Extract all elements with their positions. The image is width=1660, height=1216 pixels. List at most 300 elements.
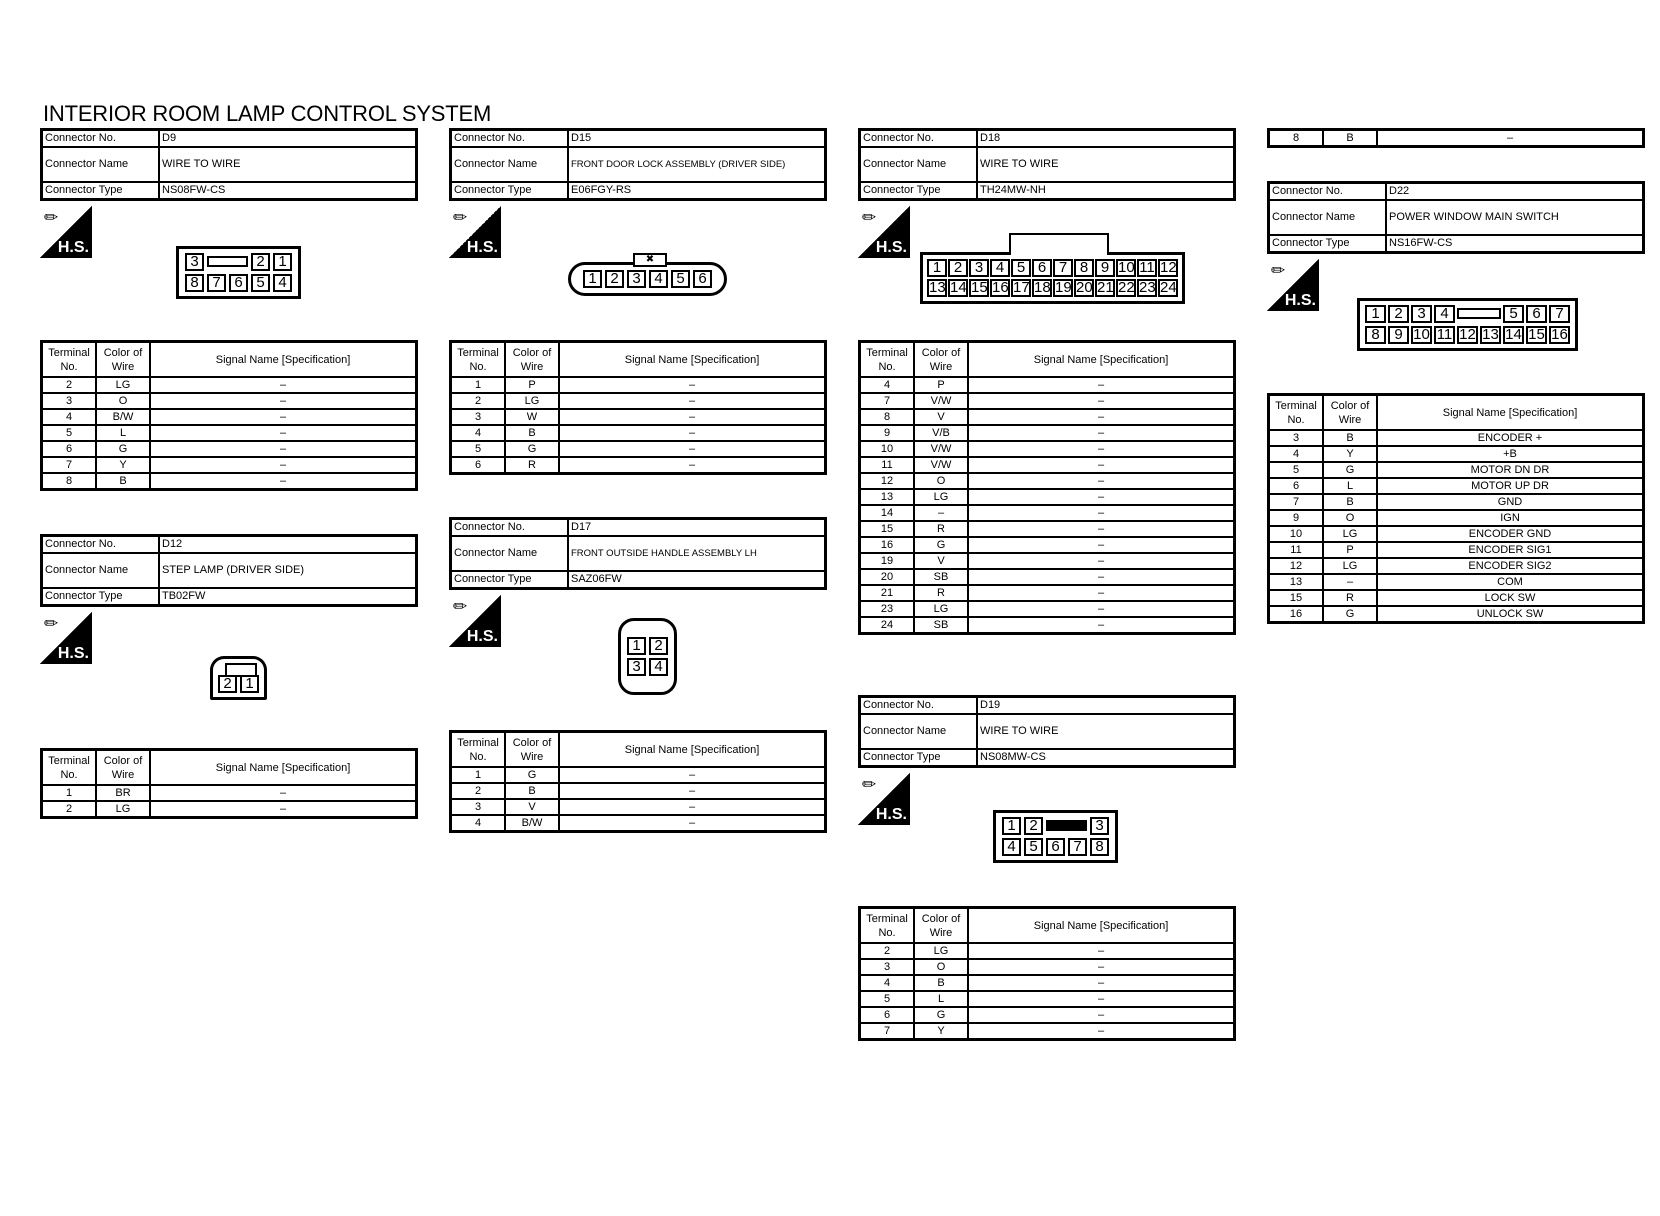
terminal-row [860,409,1235,425]
terminal-row [451,799,826,815]
terminal-no: 12 [1269,558,1324,574]
pin: 21 [1097,279,1114,296]
color-header: Color of Wire [96,750,150,786]
pin: 8 [1074,259,1094,277]
terminal-no-header: Terminal No. [1269,395,1324,431]
pin: 8 [185,274,204,292]
connector-no-label: Connector No. [451,519,569,537]
terminal-no: 13 [1269,574,1324,590]
connector-type-value: SAZ06FW [568,571,826,589]
signal-name: MOTOR DN DR [1377,462,1644,478]
pin: 1 [1365,305,1386,323]
pin: 14 [1503,326,1524,344]
signal-header: Signal Name [Specification] [968,342,1235,378]
connector-name-value: WIRE TO WIRE [159,147,417,182]
signal-name: ENCODER + [1377,430,1644,446]
terminal-no: 5 [860,991,915,1007]
connector-name-value: STEP LAMP (DRIVER SIDE) [159,553,417,588]
connector-name-value: FRONT OUTSIDE HANDLE ASSEMBLY LH [568,536,826,571]
terminal-no: 2 [860,943,915,959]
hs-badge-icon: ✏ H.S. [858,206,910,258]
signal-name: UNLOCK SW [1377,606,1644,623]
terminal-row [1269,510,1644,526]
terminal-no: 3 [451,409,506,425]
pin: 6 [693,270,712,288]
signal-name: – [968,441,1235,457]
wire-color: B [505,425,559,441]
pin: 5 [1011,259,1031,277]
terminal-no: 4 [1269,446,1324,462]
color-header: Color of Wire [914,342,968,378]
terminal-row [860,975,1235,991]
signal-name: – [559,799,826,815]
terminal-row [1269,462,1644,478]
terminal-no: 2 [451,393,506,409]
wire-color: P [505,377,559,393]
connector-name-label: Connector Name [860,714,978,749]
terminal-row [42,409,417,425]
pin: 7 [1053,259,1073,277]
pin: 7 [207,274,226,292]
wire-color: G [1323,606,1377,623]
signal-name: – [559,767,826,783]
wire-color: BR [96,785,150,801]
wire-color: LG [1323,558,1377,574]
wire-color: L [914,991,968,1007]
wire-color: V [505,799,559,815]
terminal-no: 24 [860,617,915,634]
terminal-row [860,617,1235,634]
pin: 5 [1024,838,1043,856]
terminal-row [451,377,826,393]
wire-color: O [914,473,968,489]
signal-name: – [1377,130,1644,147]
pin: 10 [1118,259,1135,276]
wire-color: G [505,767,559,783]
signal-name: – [968,489,1235,505]
pin: 1 [1002,817,1021,835]
terminal-row [860,425,1235,441]
wire-color: B [96,473,150,490]
terminal-no-header: Terminal No. [42,342,97,378]
signal-name: – [150,457,417,473]
terminal-row [451,815,826,832]
connector-name-label: Connector Name [451,147,569,182]
pin: 3 [1411,305,1432,323]
page-title: INTERIOR ROOM LAMP CONTROL SYSTEM [43,101,492,126]
terminal-row [1269,446,1644,462]
color-header: Color of Wire [505,732,559,768]
terminal-no: 9 [860,425,915,441]
terminal-row [1269,574,1644,590]
hs-badge-icon: ✏ H.S. [858,773,910,825]
pin: 4 [1434,305,1455,323]
terminal-no: 6 [860,1007,915,1023]
wire-color: G [96,441,150,457]
terminal-row [860,1007,1235,1023]
latch-icon [1457,308,1501,319]
pin: 2 [649,637,668,655]
signal-name: – [150,425,417,441]
pin: 3 [969,259,989,277]
pin: 8 [1365,326,1386,344]
wire-color: R [1323,590,1377,606]
terminal-no: 3 [1269,430,1324,446]
pin: 12 [1457,326,1478,344]
connector-no-value: D9 [159,130,417,148]
pin: 2 [251,253,270,271]
signal-name: – [968,617,1235,634]
terminal-no: 7 [860,393,915,409]
terminal-no: 11 [1269,542,1324,558]
pin: 1 [627,637,646,655]
terminal-row [1269,494,1644,510]
terminal-no: 5 [1269,462,1324,478]
terminal-no: 23 [860,601,915,617]
pin: 3 [627,658,646,676]
wire-color: G [505,441,559,457]
connector-d19-face [993,810,1118,863]
pin: 5 [671,270,690,288]
terminal-no-header: Terminal No. [860,908,915,944]
terminal-no: 5 [451,441,506,457]
pin: 3 [185,253,204,271]
pin: 6 [229,274,248,292]
connector-no-label: Connector No. [860,130,978,148]
connector-type-label: Connector Type [860,182,978,200]
signal-name: COM [1377,574,1644,590]
connector-d22-terminals [1267,393,1645,624]
connector-no-label: Connector No. [42,536,160,554]
terminal-row [451,767,826,783]
terminal-row [42,393,417,409]
terminal-no-header: Terminal No. [42,750,97,786]
terminal-no: 2 [42,377,97,393]
pin: 13 [1480,326,1501,344]
terminal-no-header: Terminal No. [451,732,506,768]
wire-color: L [96,425,150,441]
wire-color: G [914,537,968,553]
terminal-no: 8 [1269,130,1324,147]
terminal-row [860,601,1235,617]
connector-d12-face [210,656,267,700]
connector-d19-terminals [858,906,1236,1041]
connector-d22-info [1267,181,1645,254]
terminal-no: 20 [860,569,915,585]
wire-color: LG [96,801,150,818]
pin: 5 [1503,305,1524,323]
connector-no-value: D18 [977,130,1235,148]
wire-color: G [1323,462,1377,478]
signal-name: – [968,959,1235,975]
wire-color: O [1323,510,1377,526]
latch-icon [225,663,257,677]
wire-color: B [914,975,968,991]
connector-d17-face [618,618,677,695]
terminal-row [860,521,1235,537]
signal-name: – [559,393,826,409]
terminal-row [860,505,1235,521]
terminal-no: 10 [1269,526,1324,542]
latch-icon [1009,233,1109,255]
terminal-no: 12 [860,473,915,489]
connector-d17-info [449,517,827,590]
connector-name-value: POWER WINDOW MAIN SWITCH [1386,200,1644,235]
pin: 11 [1434,326,1455,344]
wire-color: V [914,553,968,569]
color-header: Color of Wire [96,342,150,378]
pin: 16 [1549,326,1570,344]
terminal-row [1269,558,1644,574]
pin: 4 [990,259,1010,277]
terminal-row [1269,542,1644,558]
signal-header: Signal Name [Specification] [1377,395,1644,431]
connector-name-value: FRONT DOOR LOCK ASSEMBLY (DRIVER SIDE) [568,147,826,182]
terminal-row [860,1023,1235,1040]
signal-name: – [559,783,826,799]
wire-color: V/W [914,393,968,409]
connector-no-label: Connector No. [860,697,978,715]
pin: 10 [1411,326,1432,344]
signal-name: – [559,409,826,425]
signal-name: – [559,425,826,441]
pin: 18 [1034,279,1051,296]
terminal-no: 3 [451,799,506,815]
terminal-no: 7 [42,457,97,473]
signal-name: – [968,943,1235,959]
pin: 4 [1002,838,1021,856]
terminal-row [42,473,417,490]
pin: 2 [948,259,968,277]
signal-name: – [968,425,1235,441]
signal-header: Signal Name [Specification] [968,908,1235,944]
terminal-no: 7 [860,1023,915,1040]
pin: 14 [950,279,967,296]
hs-badge-icon: ✏ H.S. [40,206,92,258]
connector-type-value: TH24MW-NH [977,182,1235,200]
connector-d19-info [858,695,1236,768]
connector-d12-info [40,534,418,607]
hs-badge-icon: ✏ H.S. [1267,259,1319,311]
signal-header: Signal Name [Specification] [559,732,826,768]
connector-name-label: Connector Name [451,536,569,571]
pin: 16 [992,279,1009,296]
connector-no-value: D15 [568,130,826,148]
pin: 23 [1139,279,1156,296]
terminal-no: 7 [1269,494,1324,510]
signal-name: – [968,521,1235,537]
pin: 22 [1118,279,1135,296]
connector-d15-info [449,128,827,201]
connector-no-label: Connector No. [42,130,160,148]
terminal-row [42,441,417,457]
terminal-no-header: Terminal No. [860,342,915,378]
terminal-row [860,943,1235,959]
wire-color: O [96,393,150,409]
wire-color: R [914,521,968,537]
terminal-no: 6 [42,441,97,457]
wire-color: L [1323,478,1377,494]
signal-name: – [559,457,826,474]
connector-name-label: Connector Name [42,553,160,588]
wire-color: LG [96,377,150,393]
signal-header: Signal Name [Specification] [150,750,417,786]
terminal-row [1269,590,1644,606]
pin: 15 [971,279,988,296]
terminal-no: 6 [1269,478,1324,494]
terminal-row [1269,526,1644,542]
terminal-row [451,441,826,457]
pin: 1 [927,259,947,277]
wire-color: O [914,959,968,975]
connector-type-label: Connector Type [1269,235,1387,253]
terminal-no: 4 [42,409,97,425]
connector-type-value: NS08MW-CS [977,749,1235,767]
pin: 6 [1032,259,1052,277]
wire-color: P [1323,542,1377,558]
signal-name: – [150,393,417,409]
connector-d18-terminals [858,340,1236,635]
pin: 19 [1055,279,1072,296]
signal-header: Signal Name [Specification] [559,342,826,378]
connector-no-value: D22 [1386,183,1644,201]
connector-name-value: WIRE TO WIRE [977,714,1235,749]
terminal-no: 15 [860,521,915,537]
pin: 1 [273,253,292,271]
pin: 4 [649,270,668,288]
latch-icon [207,256,248,267]
signal-name: ENCODER GND [1377,526,1644,542]
color-header: Color of Wire [1323,395,1377,431]
terminal-row [860,489,1235,505]
terminal-no: 21 [860,585,915,601]
terminal-row [860,441,1235,457]
signal-name: – [150,785,417,801]
pin: 24 [1160,279,1177,296]
pin: 20 [1076,279,1093,296]
connector-d18-info [858,128,1236,201]
signal-name: – [968,1023,1235,1040]
terminal-row [860,959,1235,975]
terminal-no-header: Terminal No. [451,342,506,378]
terminal-row [42,785,417,801]
signal-header: Signal Name [Specification] [150,342,417,378]
wire-color: V/W [914,441,968,457]
wire-color: Y [914,1023,968,1040]
terminal-row [451,409,826,425]
terminal-no: 1 [451,767,506,783]
wire-color: Y [1323,446,1377,462]
terminal-row [860,569,1235,585]
signal-name: – [559,815,826,832]
wire-color: B [1323,430,1377,446]
terminal-row [860,585,1235,601]
wire-color: LG [914,489,968,505]
signal-name: ENCODER SIG2 [1377,558,1644,574]
signal-name: – [559,441,826,457]
wire-color: LG [1323,526,1377,542]
connector-d15-terminals [449,340,827,475]
wire-color: R [505,457,559,474]
terminal-row [860,377,1235,393]
signal-name: – [150,801,417,818]
wire-color: – [914,505,968,521]
terminal-no: 15 [1269,590,1324,606]
connector-name-label: Connector Name [860,147,978,182]
wire-color: Y [96,457,150,473]
terminal-row [1269,606,1644,623]
connector-d22-face [1357,298,1578,351]
pin: 7 [1068,838,1087,856]
signal-name: – [968,537,1235,553]
pin: 11 [1137,259,1157,277]
pin: 6 [1046,838,1065,856]
signal-name: – [968,1007,1235,1023]
pin: 3 [1090,817,1109,835]
terminal-row [42,377,417,393]
latch-icon: ✖ [633,253,667,267]
pin: 2 [218,675,237,693]
wire-color: R [914,585,968,601]
signal-name: – [150,441,417,457]
pin: 4 [273,274,292,292]
terminal-no: 11 [860,457,915,473]
terminal-no: 4 [860,975,915,991]
terminal-row [42,457,417,473]
connector-name-label: Connector Name [1269,200,1387,235]
terminal-no: 16 [860,537,915,553]
connector-type-value: TB02FW [159,588,417,606]
connector-type-label: Connector Type [451,182,569,200]
signal-name: +B [1377,446,1644,462]
wire-color: V/B [914,425,968,441]
connector-type-label: Connector Type [451,571,569,589]
terminal-row [1269,430,1644,446]
terminal-no: 4 [860,377,915,393]
terminal-row [860,457,1235,473]
terminal-row [451,425,826,441]
signal-name: – [968,377,1235,393]
color-header: Color of Wire [505,342,559,378]
terminal-no: 3 [860,959,915,975]
signal-name: – [968,553,1235,569]
connector-d9-terminals [40,340,418,491]
pin: 13 [929,279,946,296]
pin: 12 [1160,259,1177,276]
terminal-no: 6 [451,457,506,474]
latch-icon [1046,820,1087,831]
terminal-no: 8 [860,409,915,425]
wire-color: W [505,409,559,425]
signal-name: – [968,975,1235,991]
terminal-no: 13 [860,489,915,505]
terminal-no: 2 [42,801,97,818]
wire-color: V [914,409,968,425]
connector-no-value: D12 [159,536,417,554]
pin: 2 [1388,305,1409,323]
connector-d15-face [568,254,727,296]
wire-color: LG [914,601,968,617]
connector-d17-terminals [449,730,827,833]
hs-badge-icon: ✏ H.S. [40,612,92,664]
connector-no-label: Connector No. [1269,183,1387,201]
wire-color: – [1323,574,1377,590]
signal-name: – [968,505,1235,521]
connector-no-value: D17 [568,519,826,537]
connector-type-label: Connector Type [860,749,978,767]
signal-name: – [968,393,1235,409]
connector-d9-info [40,128,418,201]
